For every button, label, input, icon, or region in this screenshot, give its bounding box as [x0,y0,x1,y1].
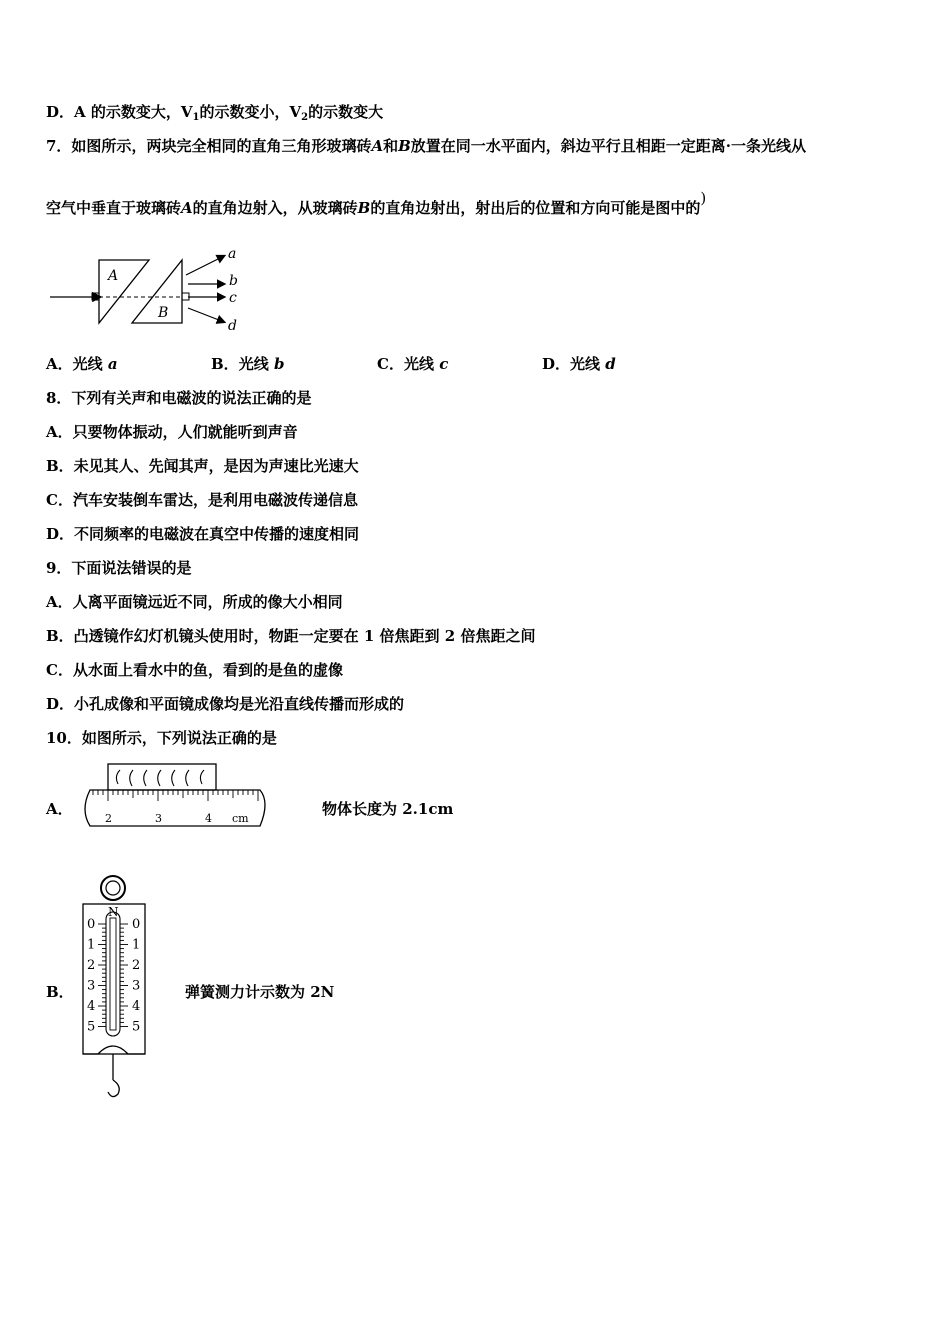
stem-text: 空气中垂直于玻璃砖 [46,199,182,217]
stem-text: 7．如图所示，两块完全相同的直角三角形玻璃砖 [46,137,372,155]
ray-label-b: b [229,273,238,289]
scale-labels [87,917,140,1035]
scale-label-right: 5 [132,1019,141,1035]
scale-label-right: 4 [132,999,141,1014]
option-ray: d [605,355,616,373]
q7-option-b [211,354,284,374]
var-a: A [371,137,384,155]
label-a-prism: A [108,268,119,284]
option-text: 光线 [238,355,269,373]
stem-text: 和 [383,137,399,155]
option-label: D． [46,103,75,121]
option-ray: a [107,355,118,373]
var-b: B [357,199,371,217]
q7-stem-line2 [46,189,707,218]
q9-option-c: C．从水面上看水中的鱼，看到的是鱼的虚像 [46,661,343,679]
q9-option-b: B．凸透镜作幻灯机镜头使用时，物距一定要在 1 倍焦距到 2 倍焦距之间 [46,627,536,645]
option-text-part: 的示数变大 [308,103,384,121]
option-text: 光线 [72,355,103,373]
option-text-part: A 的示数变大，V [74,103,193,121]
prism-b [132,260,182,323]
hook [108,1080,119,1097]
option-ray: c [439,355,449,373]
q8-option-b: B．未见其人、先闻其声，是因为声速比光速大 [46,457,359,475]
ruler-tick-2: 2 [105,812,112,825]
option-text: 光线 [570,355,601,373]
stem-text: 放置在同一水平面内，斜边平行且相距一定距离·一条光线从 [410,137,807,155]
scale-label-left: 1 [87,937,96,953]
var-b: B [398,137,411,155]
scale-label-right: 2 [132,958,141,973]
scale-label-right: 3 [132,978,141,994]
right-angle-mark [182,293,189,300]
ray-a [186,256,224,275]
subscript: 1 [192,112,200,123]
option-label: C． [377,355,404,373]
scale-indicator [110,918,116,1030]
stem-text: 的直角边射出，射出后的位置和方向可能是图中的 [370,199,701,217]
q9-stem: 9．下面说法错误的是 [46,559,192,577]
scale-unit: N [108,905,119,919]
scale-bottom [83,1046,145,1054]
option-ray: b [273,355,285,373]
paren: ) [700,189,707,207]
option-text-part: 的示数变小，V [199,103,302,121]
spring-scale-figure [78,872,158,1100]
scale-tube [106,912,120,1036]
option-label: B． [211,355,239,373]
ruler-ticks [93,790,258,801]
scale-label-left: 5 [87,1019,96,1035]
q10-stem: 10．如图所示，下列说法正确的是 [46,729,277,747]
q10-option-b-label: B． [46,983,74,1001]
ruler-figure [78,762,273,832]
q7-prism-figure [46,240,256,340]
scale-label-right: 1 [132,937,141,953]
scale-label-left: 3 [87,978,96,994]
q10-option-a-label: A． [46,800,73,818]
top-ring [101,876,125,900]
scale-ticks [98,924,128,1027]
ray-label-d: d [228,318,237,334]
q6-option-d [46,102,383,128]
q9-option-a: A．人离平面镜远近不同，所成的像大小相同 [46,593,343,611]
top-ring-inner [106,881,120,895]
option-label: A． [46,355,73,373]
measured-object [108,764,216,790]
label-b-prism: B [158,305,169,321]
ruler-tick-4: 4 [205,812,212,825]
q8-option-d: D．不同频率的电磁波在真空中传播的速度相同 [46,525,360,543]
q7-stem-line1 [46,136,806,156]
var-a: A [181,199,193,217]
scale-label-right: 0 [132,917,141,932]
option-label: D． [542,355,571,373]
q10-option-a-text: 物体长度为 2.1cm [322,800,454,818]
prism-a [99,260,149,323]
ray-label-c: c [229,290,237,306]
object-hatching [116,770,204,786]
q9-option-d: D．小孔成像和平面镜成像均是光沿直线传播而形成的 [46,695,405,713]
q8-option-c: C．汽车安装倒车雷达，是利用电磁波传递信息 [46,491,358,509]
scale-label-left: 0 [87,917,96,932]
ruler-unit: cm [232,812,249,825]
subscript: 2 [301,112,309,123]
q8-option-a: A．只要物体振动，人们就能听到声音 [46,423,298,441]
ruler-tick-3: 3 [155,812,162,825]
scale-label-left: 4 [87,999,96,1014]
q7-option-c [377,354,448,374]
ray-label-a: a [228,246,237,262]
q10-option-b-text: 弹簧测力计示数为 2N [185,983,335,1001]
q7-option-d [542,354,616,374]
q8-stem: 8．下列有关声和电磁波的说法正确的是 [46,389,312,407]
scale-label-left: 2 [87,958,96,973]
option-text: 光线 [403,355,434,373]
stem-text: 的直角边射入，从玻璃砖 [192,199,358,217]
q7-option-a [46,354,118,374]
ray-d [188,308,224,322]
